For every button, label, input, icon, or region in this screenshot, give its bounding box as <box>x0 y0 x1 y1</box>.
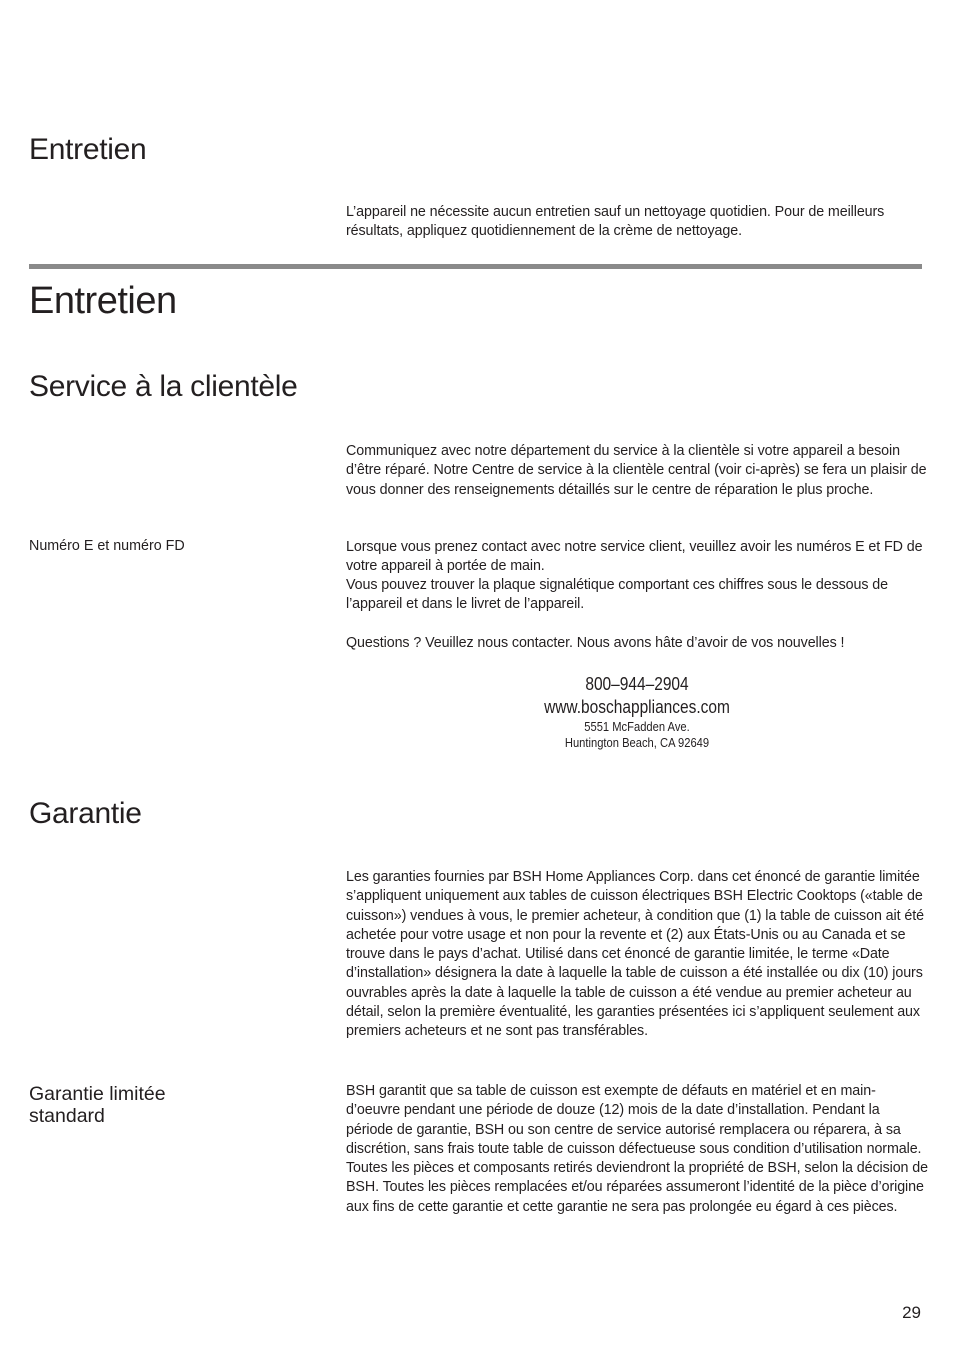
e-fd-number-text: Lorsque vous prenez contact avec notre service client, veuillez avoir les numéros E et FD de votre appareil à portée de main. <box>346 539 923 575</box>
phone-number: 800–944–2904 <box>585 674 689 694</box>
rating-plate-text: Vous pouvez trouver la plaque signalétique comportant ces chiffres sous le dessous de l’appareil et dans le livret de l’appareil. <box>346 577 889 613</box>
standard-warranty-text: BSH garantit que sa table de cuisson est exempte de défauts en matériel et en main-d’oeuvre pendant une période de douze (12) mois de la date d’installation. Pendant la période de garantie, BSH ou son centre de service autorisé remplacera ou réparera, à sa discrétion, sans frais toute table de cuisson défectueuse sous condition d’utilisation normale. Toutes les pièces et composants retirés deviendront la propriété de BSH, selon la décision de BSH. Toutes les pièces remplacées et/ou réparées assumeront l’identité de la pièce d’origine aux fins de cette garantie et cette garantie ne sera pas prolongée eu égard à ces pièces. <box>346 1083 928 1215</box>
warranty-heading: Garantie <box>29 797 142 830</box>
page-number: 29 <box>902 1303 921 1322</box>
questions-text: Questions ? Veuillez nous contacter. Nous avons hâte d’avoir de vos nouvelles ! <box>346 635 845 651</box>
standard-warranty-label: Garantie limitée standard <box>29 1083 166 1127</box>
section-divider <box>29 264 922 269</box>
e-fd-number-label: Numéro E et numéro FD <box>29 538 185 554</box>
contact-block <box>346 673 928 751</box>
address-line-1: 5551 McFadden Ave. <box>584 719 690 734</box>
chapter-title: Entretien <box>29 280 177 322</box>
customer-service-intro: Communiquez avec notre département du service à la clientèle si votre appareil a besoin d’être réparé. Notre Centre de service à la clientèle central (voir ci-après) se fera un plaisir de vous donner des renseignements détaillés sur le centre de réparation le plus proche. <box>346 443 927 498</box>
address-line-2: Huntington Beach, CA 92649 <box>564 735 710 750</box>
website-link[interactable]: www.boschappliances.com <box>544 697 730 717</box>
warranty-intro: Les garanties fournies par BSH Home Appliances Corp. dans cet énoncé de garantie limitée s’appliquent uniquement aux tables de cuisson électriques BSH Electric Cooktops («table de cuisson») vendues à vous, le premier acheteur, à condition que (1) la table de cuisson ait été achetée pour votre usage et non pour la revente et (2) aux États-Unis ou au Canada et se trouve dans le pays d’achat. Utilisé dans cet énoncé de garantie limitée, le terme «Date d’installation» désignera la date à laquelle la table de cuisson a été installée ou dix (10) jours ouvrables après la date à laquelle la table de cuisson a été vendue au premier acheteur au détail, selon la première éventualité, les garanties présentées ici s’appliquent seulement aux premiers acheteurs et ne sont pas transférables. <box>346 869 924 1040</box>
customer-service-heading: Service à la clientèle <box>29 370 298 403</box>
maintenance-heading: Entretien <box>29 133 147 166</box>
maintenance-text: L’appareil ne nécessite aucun entretien sauf un nettoyage quotidien. Pour de meilleurs résultats, appliquez quotidiennement de la crème de nettoyage. <box>346 204 885 240</box>
